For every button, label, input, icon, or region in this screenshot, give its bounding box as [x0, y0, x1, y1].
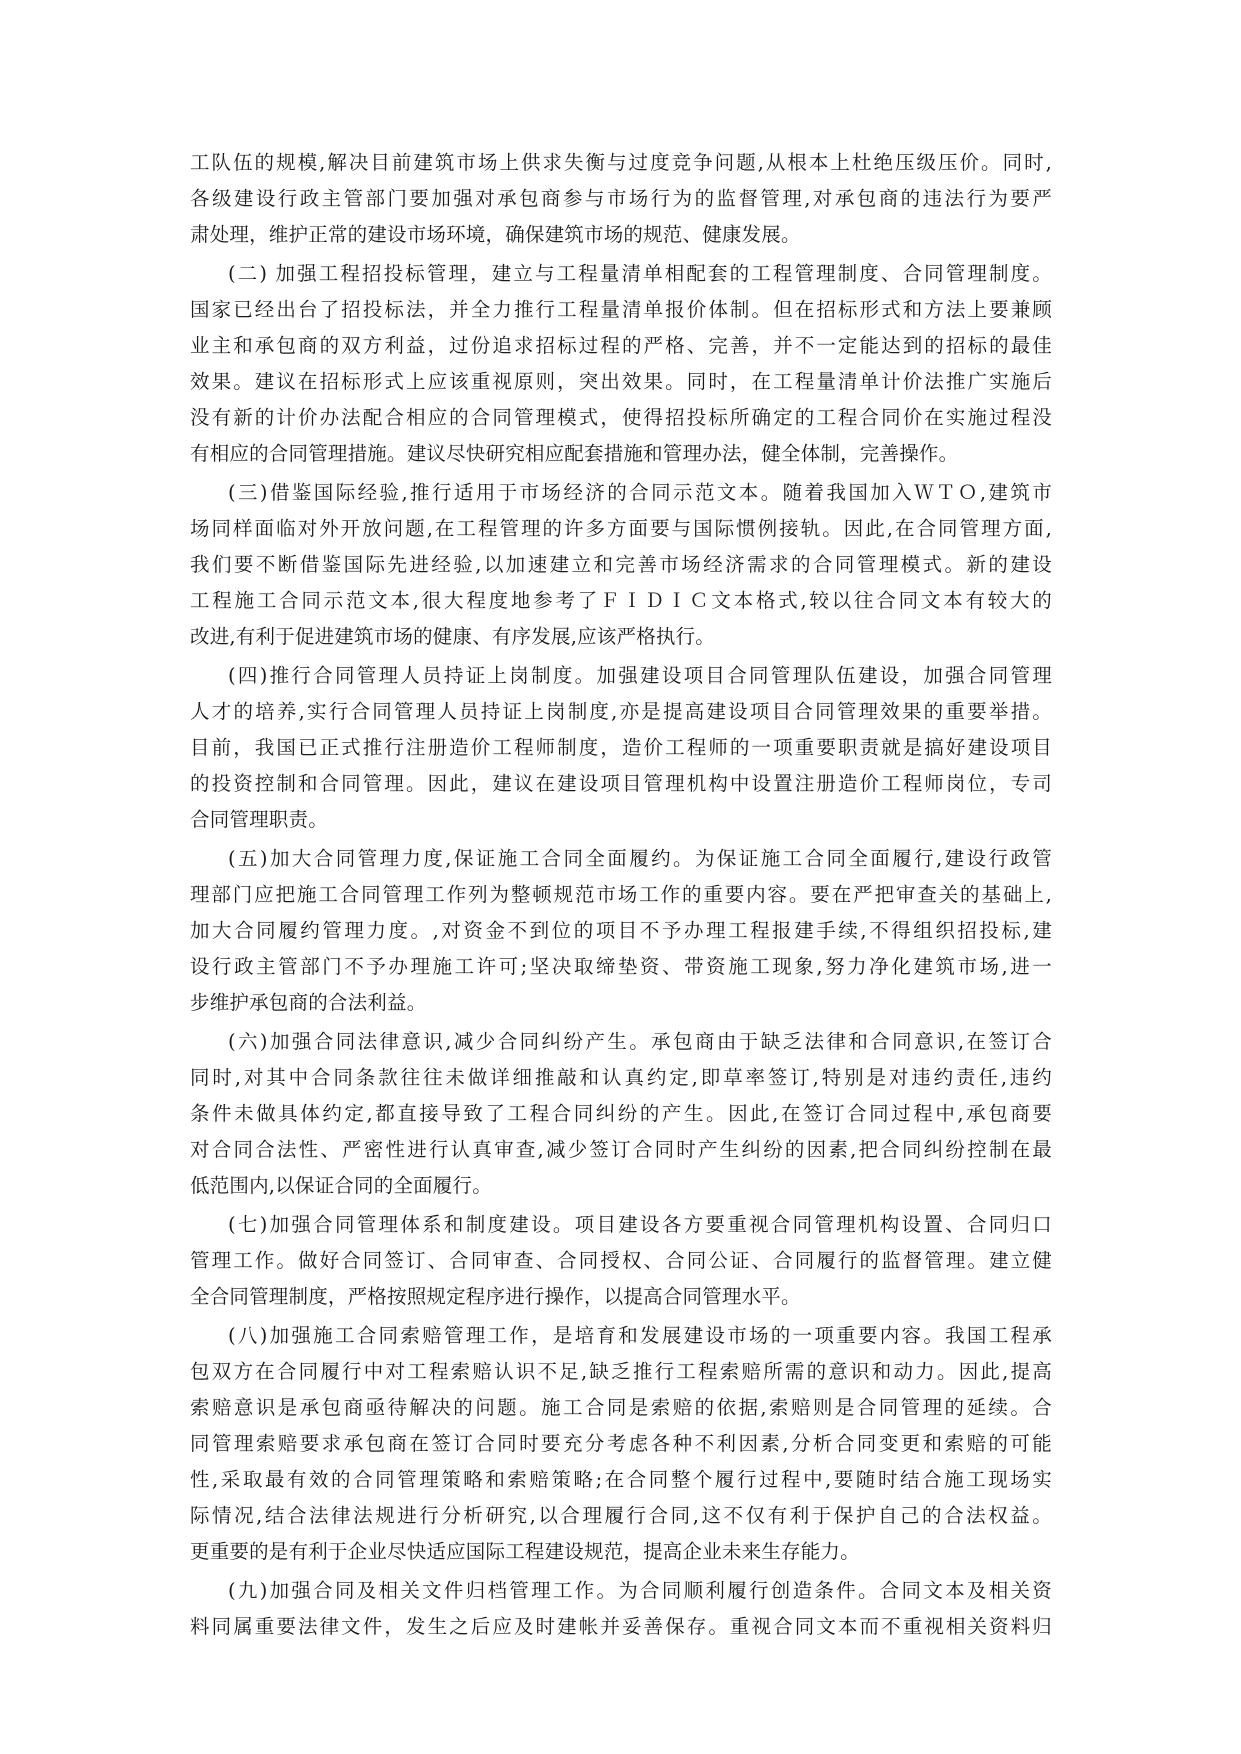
text-line: 料同属重要法律文件，发生之后应及时建帐并妥善保存。重视合同文本而不重视相关资料归 [190, 1615, 1052, 1638]
text-line: 全合同管理制度，严格按照规定程序进行操作，以提高合同管理水平。 [190, 1285, 801, 1308]
text-line: (六)加强合同法律意识,减少合同纠纷产生。承包商由于缺乏法律和合同意识,在签订合 [228, 1030, 1052, 1053]
text-line: 目前，我国已正式推行注册造价工程师制度，造价工程师的一项重要职责就是搞好建设项目 [190, 736, 1052, 759]
text-line: 包双方在合同履行中对工程索赔认识不足,缺乏推行工程索赔所需的意识和动力。因此,提高 [190, 1360, 1052, 1383]
paragraph-section-5 [190, 841, 1052, 1021]
text-line: 对合同合法性、严密性进行认真审查,减少签订合同时产生纠纷的因素,把合同纠纷控制在最 [190, 1138, 1052, 1161]
text-line: 低范围内,以保证合同的全面履行。 [190, 1174, 492, 1197]
text-line: 条件未做具体约定,都直接导致了工程合同纠纷的产生。因此,在签订合同过程中,承包商要 [190, 1102, 1052, 1125]
text-line: 工程施工合同示范文本,很大程度地参考了ＦＩＤＩＣ文本格式,较以往合同文本有较大的 [190, 589, 1052, 612]
text-line: 没有新的计价办法配合相应的合同管理模式，使得招投标所确定的工程合同价在实施过程没 [190, 406, 1052, 429]
text-line: 性,采取最有效的合同管理策略和索赔策略;在合同整个履行过程中,要随时结合施工现场实 [190, 1468, 1052, 1491]
text-line: 同时,对其中合同条款往往未做详细推敲和认真约定,即草率签订,特别是对违约责任,违约 [190, 1066, 1052, 1089]
text-line: 的投资控制和合同管理。因此，建议在建设项目管理机构中设置注册造价工程师岗位，专司 [190, 772, 1052, 795]
text-line: 加大合同履约管理力度。,对资金不到位的项目不予办理工程报建手续,不得组织招投标,建 [190, 919, 1052, 942]
text-line: (三)借鉴国际经验,推行适用于市场经济的合同示范文本。随着我国加入ＷＴＯ,建筑市 [228, 481, 1052, 504]
text-line: 管理工作。做好合同签订、合同审查、合同授权、合同公证、合同履行的监督管理。建立健 [190, 1249, 1052, 1272]
text-line: 场同样面临对外开放问题,在工程管理的许多方面要与国际惯例接轨。因此,在合同管理方面, [190, 517, 1052, 540]
text-line: 更重要的是有利于企业尽快适应国际工程建设规范，提高企业未来生存能力。 [190, 1540, 860, 1563]
text-line: 改进,有利于促进建筑市场的健康、有序发展,应该严格执行。 [190, 625, 715, 648]
text-line: 国家已经出台了招投标法，并全力推行工程量清单报价体制。但在招标形式和方法上要兼顾 [190, 298, 1052, 321]
text-line: 合同管理职责。 [190, 808, 328, 831]
text-line: 同管理索赔要求承包商在签订合同时要充分考虑各种不利因素,分析合同变更和索赔的可能 [190, 1432, 1052, 1455]
paragraph-intro-continuation [190, 145, 1052, 253]
text-line: 我们要不断借鉴国际先进经验,以加速建立和完善市场经济需求的合同管理模式。新的建设 [190, 553, 1052, 576]
paragraph-section-3 [190, 475, 1052, 655]
text-line: 业主和承包商的双方利益，过份追求招标过程的严格、完善，并不一定能达到的招标的最佳 [190, 334, 1052, 357]
text-line: (八)加强施工合同索赔管理工作，是培育和发展建设市场的一项重要内容。我国工程承 [228, 1324, 1052, 1347]
paragraph-section-8 [190, 1318, 1052, 1570]
text-line: 人才的培养,实行合同管理人员持证上岗制度,亦是提高建设项目合同管理效果的重要举措。 [190, 700, 1052, 723]
text-line: 理部门应把施工合同管理工作列为整顿规范市场工作的重要内容。要在严把审查关的基础上, [190, 883, 1052, 906]
text-line: 肃处理，维护正常的建设市场环境，确保建筑市场的规范、健康发展。 [190, 223, 801, 246]
document-page [190, 0, 1052, 1645]
text-line: 各级建设行政主管部门要加强对承包商参与市场行为的监督管理,对承包商的违法行为要严 [190, 187, 1052, 210]
text-line: 工队伍的规模,解决目前建筑市场上供求失衡与过度竞争问题,从根本上杜绝压级压价。同时, [190, 151, 1052, 174]
text-line: (五)加大合同管理力度,保证施工合同全面履约。为保证施工合同全面履行,建设行政管 [228, 847, 1052, 870]
text-line: 效果。建议在招标形式上应该重视原则，突出效果。同时，在工程量清单计价法推广实施后 [190, 370, 1052, 393]
paragraph-section-7 [190, 1207, 1052, 1315]
text-line: (四)推行合同管理人员持证上岗制度。加强建设项目合同管理队伍建设，加强合同管理 [228, 664, 1052, 687]
text-line: (二) 加强工程招投标管理，建立与工程量清单相配套的工程管理制度、合同管理制度。 [228, 262, 1052, 285]
text-line: 索赔意识是承包商亟待解决的问题。施工合同是索赔的依据,索赔则是合同管理的延续。合 [190, 1396, 1052, 1419]
text-line: 际情况,结合法律法规进行分析研究,以合理履行合同,这不仅有利于保护自己的合法权益。 [190, 1504, 1052, 1527]
text-line: (九)加强合同及相关文件归档管理工作。为合同顺利履行创造条件。合同文本及相关资 [228, 1579, 1052, 1602]
text-line: (七)加强合同管理体系和制度建设。项目建设各方要重视合同管理机构设置、合同归口 [228, 1213, 1052, 1236]
text-line: 有相应的合同管理措施。建议尽快研究相应配套措施和管理办法，健全体制，完善操作。 [190, 442, 959, 465]
text-line: 设行政主管部门不予办理施工许可;坚决取缔垫资、带资施工现象,努力净化建筑市场,进一 [190, 955, 1052, 978]
paragraph-section-4 [190, 658, 1052, 838]
paragraph-section-6 [190, 1024, 1052, 1204]
text-line: 步维护承包商的合法利益。 [190, 991, 427, 1014]
paragraph-section-9 [190, 1573, 1052, 1645]
paragraph-section-2 [190, 256, 1052, 472]
